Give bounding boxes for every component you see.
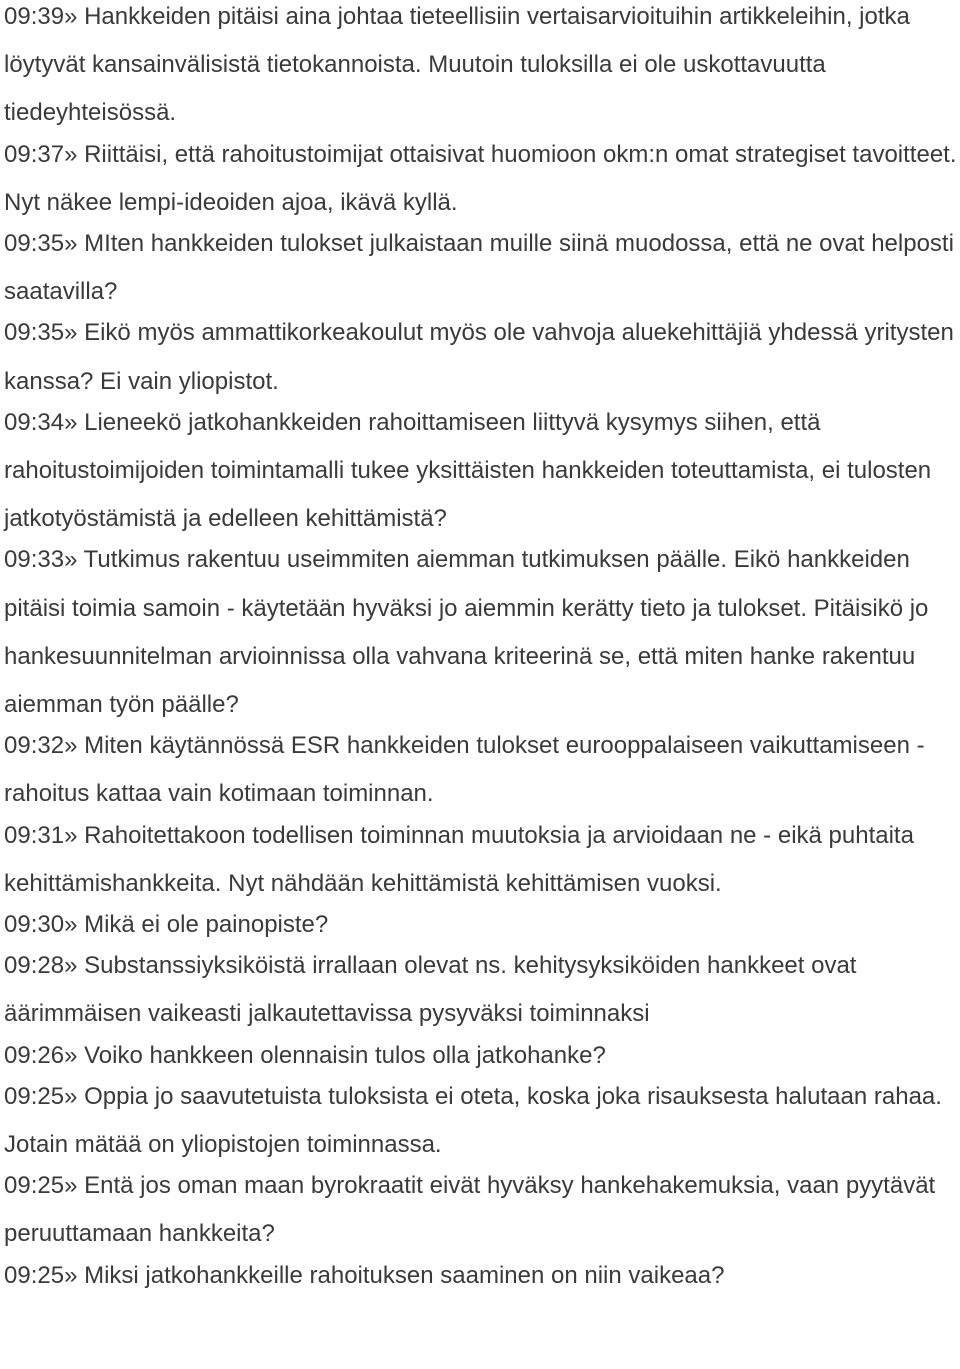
comment-text: Hankkeiden pitäisi aina johtaa tieteellisiin vertaisarvioituihin artikkeleihin, jotka löytyvät kansainvälisistä tietokannoista. Muutoin tuloksilla ei ole uskottavuutta tiedeyhteisössä. xyxy=(4,3,910,127)
separator: » xyxy=(64,1041,78,1069)
separator: » xyxy=(64,3,78,30)
comment-text: Miksi jatkohankkeille rahoituksen saaminen on niin vaikeaa? xyxy=(84,1261,725,1289)
comment-text: Tutkimus rakentuu useimmiten aiemman tutkimuksen päälle. Eikö hankkeiden pitäisi toimia samoin - käytetään hyväksi jo aiemmin kerätty tieto ja tulokset. Pitäisikö jo hankesuunnitelman arvioinnissa olla vahvana kriteerinä se, että miten hanke rakentuu aiemman työn päälle? xyxy=(4,546,929,719)
separator: » xyxy=(64,230,78,258)
comment-entry xyxy=(4,0,960,138)
separator: » xyxy=(64,408,78,436)
comment-text: Rahoitettakoon todellisen toiminnan muutoksia ja arvioidaan ne - eikä puhtaita kehittämishankkeita. Nyt nähdään kehittämistä kehittämisen vuoksi. xyxy=(4,821,914,897)
comment-time: 09:33 xyxy=(4,546,65,574)
comment-time: 09:26 xyxy=(4,1041,65,1069)
comment-entry xyxy=(4,536,960,729)
separator: » xyxy=(64,140,78,168)
comment-text: Voiko hankkeen olennaisin tulos olla jatkohanke? xyxy=(84,1041,606,1069)
comment-entry xyxy=(4,1252,960,1300)
comment-time: 09:35 xyxy=(4,230,65,258)
comment-text: Eikö myös ammattikorkeakoulut myös ole vahvoja aluekehittäjiä yhdessä yritysten kanssa? Ei vain yliopistot. xyxy=(4,319,954,395)
comment-text: MIten hankkeiden tulokset julkaistaan muille siinä muodossa, että ne ovat helposti saatavilla? xyxy=(4,230,954,306)
comment-time: 09:30 xyxy=(4,911,65,939)
separator: » xyxy=(64,821,78,849)
separator: » xyxy=(64,546,78,574)
comment-entry xyxy=(4,131,960,227)
separator: » xyxy=(64,319,78,347)
separator: » xyxy=(64,952,78,980)
comment-time: 09:28 xyxy=(4,952,65,980)
comment-time: 09:37 xyxy=(4,140,65,168)
comment-time: 09:25 xyxy=(4,1082,65,1110)
comment-text: Entä jos oman maan byrokraatit eivät hyväksy hankehakemuksia, vaan pyytävät peruuttamaan hankkeita? xyxy=(4,1172,936,1248)
comment-text: Mikä ei ole painopiste? xyxy=(84,911,329,939)
comment-text: Miten käytännössä ESR hankkeiden tulokset eurooppalaiseen vaikuttamiseen - rahoitus kattaa vain kotimaan toiminnan. xyxy=(4,732,925,808)
comment-text: Oppia jo saavutetuista tuloksista ei oteta, koska joka risauksesta halutaan rahaa. Jotain mätää on yliopistojen toiminnassa. xyxy=(4,1082,942,1159)
comment-entry xyxy=(4,1162,960,1258)
comment-time: 09:25 xyxy=(4,1261,65,1289)
separator: » xyxy=(64,911,78,939)
comment-entry xyxy=(4,942,960,1038)
comment-entry xyxy=(4,812,960,908)
comment-entry xyxy=(4,722,960,818)
comment-time: 09:34 xyxy=(4,408,65,436)
comment-entry xyxy=(4,309,960,405)
comment-time: 09:31 xyxy=(4,821,65,849)
comment-text: Riittäisi, että rahoitustoimijat ottaisivat huomioon okm:n omat strategiset tavoitteet. Nyt näkee lempi-ideoiden ajoa, ikävä kyllä. xyxy=(4,140,957,216)
comment-text: Lieneekö jatkohankkeiden rahoittamiseen liittyvä kysymys siihen, että rahoitustoimijoiden toimintamalli tukee yksittäisten hankkeiden toteuttamista, ei tulosten jatkotyöstämistä ja edelleen kehittämistä? xyxy=(4,408,932,533)
comment-entry xyxy=(4,1073,960,1169)
comment-time: 09:35 xyxy=(4,319,65,347)
separator: » xyxy=(64,1172,78,1200)
comment-entry xyxy=(4,220,960,316)
separator: » xyxy=(64,1082,78,1110)
comment-time: 09:25 xyxy=(4,1172,65,1200)
comment-time: 09:32 xyxy=(4,732,65,760)
separator: » xyxy=(64,1261,78,1289)
comment-entry xyxy=(4,399,960,544)
comment-time: 09:39 xyxy=(4,3,65,30)
separator: » xyxy=(64,732,78,760)
comment-text: Substanssiyksiköistä irrallaan olevat ns. kehitysyksiköiden hankkeet ovat äärimmäisen vaikeasti jalkautettavissa pysyväksi toiminnaksi xyxy=(4,952,857,1028)
